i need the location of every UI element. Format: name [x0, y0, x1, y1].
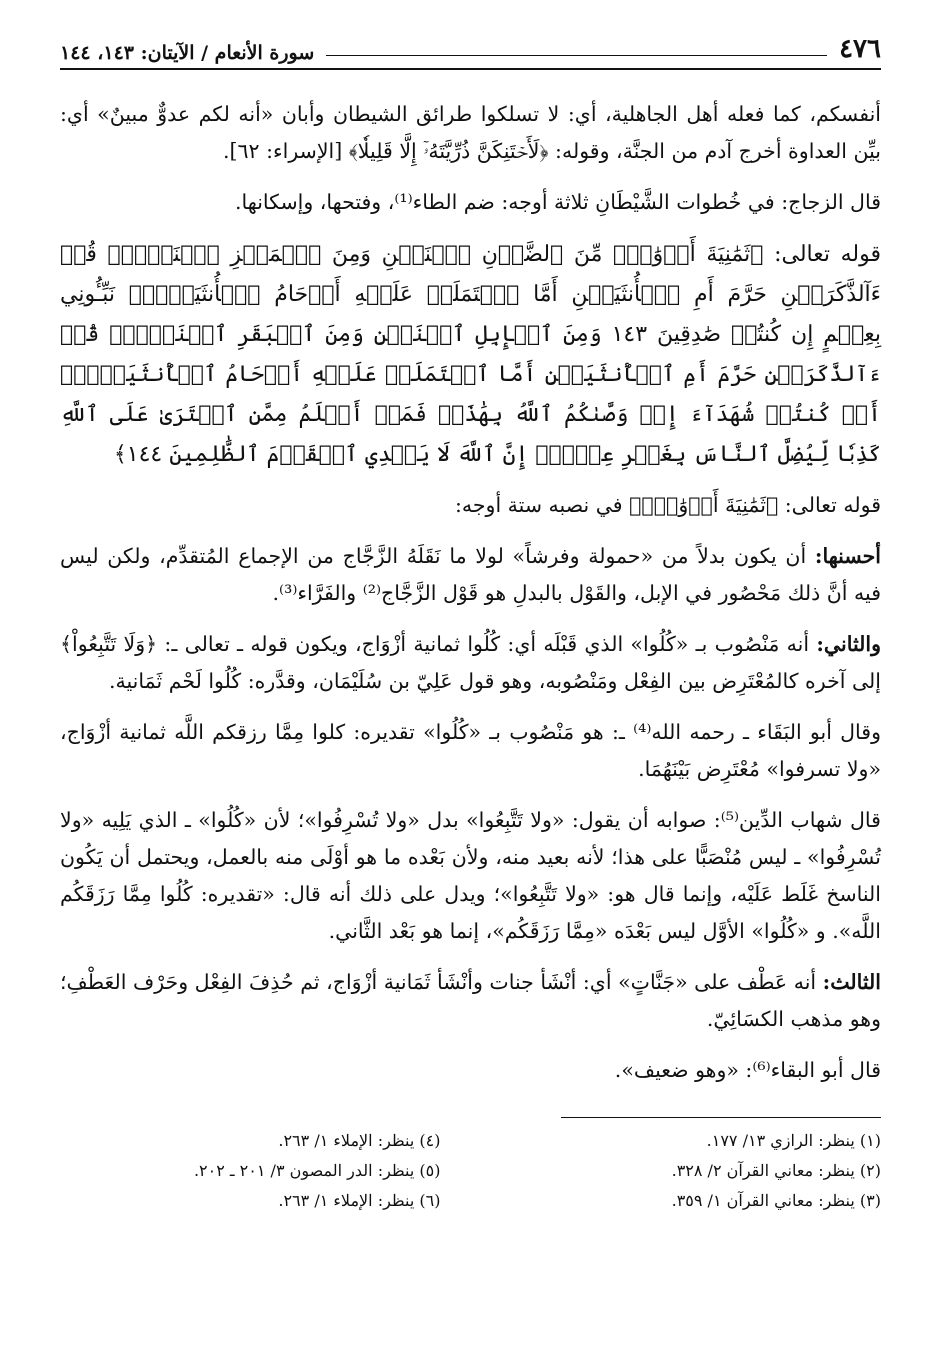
paragraph-lead: أحسنها: — [814, 544, 881, 568]
body-text — [60, 96, 881, 1089]
paragraph-text: قوله تعالى: ﴿ثَمَٰنِيَةَ أَزۡوَٰجٖۖ﴾ في نصبه ستة أوجه: — [454, 493, 881, 517]
paragraph — [60, 802, 881, 950]
paragraph-text: أنه عَطْف على «جَنَّاتٍ» أي: أنْشَأ جنات وأنْشَأ ثَمَانية أزْوَاج، ثم حُذِفَ الفِعْل وحَرْف العَطْفِ؛ وهو مذهب الكسَائِيّ. — [60, 970, 881, 1031]
paragraph — [60, 714, 881, 788]
paragraph — [60, 184, 881, 221]
footnote: (٢) ينظر: معاني القرآن ٢/ ٣٢٨. — [671, 1161, 881, 1180]
paragraph-text: قال الزجاج: في خُطوات الشَّيْطَانِ ثلاثة أوجه: ضم الطاء⁽¹⁾، وفتحها، وإسكانها. — [235, 190, 881, 214]
quran-verses — [60, 235, 881, 475]
paragraph-text: أن يكون بدلاً من «حمولة وفرشاً» لولا ما نَقَلَهُ الزَّجَّاج من الإجماع المُتقدِّم، ولكن ليس فيه أنَّ ذلك مَحْصُور في الإبل، والقَوْل بالبدلِ هو قَوْل الزَّجَّاج⁽²⁾ والفَرَّاء⁽³⁾. — [60, 544, 881, 605]
page-number: ٤٧٦ — [839, 34, 881, 64]
paragraph — [60, 964, 881, 1038]
footnote: (١) ينظر: الرازي ١٣/ ١٧٧. — [706, 1131, 881, 1150]
page-header — [60, 34, 881, 70]
paragraph-lead: الثالث: — [822, 970, 881, 994]
paragraph-lead: والثاني: — [816, 632, 881, 656]
footnote: (٥) ينظر: الدر المصون ٣/ ٢٠١ ـ ٢٠٢. — [193, 1161, 441, 1180]
paragraph — [60, 626, 881, 700]
footnotes — [60, 1128, 881, 1214]
paragraph-text: أنفسكم، كما فعله أهل الجاهلية، أي: لا تسلكوا طرائق الشيطان وأبان «أنه لكم عدوٌّ مبينٌ» أي: بيِّن العداوة أخرج آدم من الجنَّة، وقوله: ﴿لَأَحۡتَنِكَنَّ ذُرِّيَّتَهُۥٓ إِلَّا قَلِيلٗا﴾ [الإسراء: ٦٢]. — [60, 102, 881, 163]
paragraph — [60, 1052, 881, 1089]
footnote: (٦) ينظر: الإملاء ١/ ٢٦٣. — [278, 1191, 441, 1210]
footnotes-rule — [561, 1117, 881, 1118]
paragraph — [60, 538, 881, 612]
paragraph — [60, 487, 881, 524]
paragraph — [60, 96, 881, 170]
header-rule — [326, 55, 827, 56]
footnote: (٣) ينظر: معاني القرآن ١/ ٣٥٩. — [671, 1191, 881, 1210]
footnote: (٤) ينظر: الإملاء ١/ ٢٦٣. — [278, 1131, 441, 1150]
paragraph-text: قال شهاب الدِّين⁽⁵⁾: صوابه أن يقول: «ولا تَتَّبِعُوا» بدل «ولا تُسْرِفُوا»؛ لأن «كُلُوا» ـ الذي يَلِيه «ولا تُسْرِفُوا» ـ ليس مُنْصَبًّا على هذا؛ لأنه بعيد منه، ولأن بَعْده ما هو أوْلَى منه بالعمل، ويحتمل أن يَكُون الناسخ غَلَط عَلَيْه، وإنما قال هو: «ولا تَتَّبِعُوا»؛ ويدل على ذلك أنه قال: «تقديره: كُلُوا مِمَّا رَزَقَكُم اللَّه». و «كُلُوا» الأوَّل ليس بَعْدَه «مِمَّا رَزَقَكُم»، إنما هو بَعْد الثَّاني. — [60, 808, 881, 943]
paragraph-text: قوله تعالى: ﴿ثَمَٰنِيَةَ أَزۡوَٰجٖۖ مِّنَ ٱلضَّأۡنِ ٱثۡنَيۡنِ وَمِنَ ٱلۡمَعۡزِ ٱثۡنَيۡنِۗ قُلۡ ءَآلذَّكَرَيۡنِ حَرَّمَ أَمِ ٱلۡأُنثَيَيۡنِ أَمَّا ٱشۡتَمَلَتۡ عَلَيۡهِ أَرۡحَامُ ٱلۡأُنثَيَيۡنِۖ نَبِّـُٔونِي بِعِلۡمٍ إِن كُنتُمۡ صَٰدِقِينَ ١٤٣ وَمِنَ ٱلۡإِبِلِ ٱثۡنَيۡنِ وَمِنَ ٱلۡبَقَرِ ٱثۡنَيۡنِۗ قُلۡ ءَآلذَّكَرَيۡنِ حَرَّمَ أَمِ ٱلۡأُنثَيَيۡنِ أَمَّا ٱشۡتَمَلَتۡ عَلَيۡهِ أَرۡحَامُ ٱلۡأُنثَيَيۡنِۖ أَمۡ كُنتُمۡ شُهَدَآءَ إِذۡ وَصَّىٰكُمُ ٱللَّهُ بِهَٰذَاۚ فَمَنۡ أَظۡلَمُ مِمَّنِ ٱفۡتَرَىٰ عَلَى ٱللَّهِ كَذِبٗا لِّيُضِلَّ ٱلنَّاسَ بِغَيۡرِ عِلۡمٍۚ إِنَّ ٱللَّهَ لَا يَهۡدِي ٱلۡقَوۡمَ ٱلظَّٰلِمِينَ ١٤٤﴾ — [60, 242, 882, 467]
surah-title: سورة الأنعام / الآيتان: ١٤٣، ١٤٤ — [60, 42, 315, 64]
paragraph-text: وقال أبو البَقَاء ـ رحمه الله⁽⁴⁾ ـ: هو مَنْصُوب بـ «كُلُوا» تقديره: كلوا مِمَّا رزقكم اللَّه ثمانية أزْوَاج، «ولا تسرفوا» مُعْتَرِض بَيْنَهُمَا. — [60, 720, 881, 781]
paragraph-text: قال أبو البقاء⁽⁶⁾: «وهو ضعيف». — [614, 1058, 881, 1082]
paragraph-text: أنه مَنْصُوب بـ «كُلُوا» الذي قَبْلَه أي: كُلُوا ثمانية أزْوَاج، ويكون قوله ـ تعالى ـ: ﴿وَلَا تَتَّبِعُواْ﴾ إلى آخره كالمُعْتَرِض بين الفِعْل ومَنْصُوبه، وهو قول عَلِيّ بن سُلَيْمَان، وقدَّره: كُلُوا لَحْم ثَمَانية. — [60, 632, 881, 693]
